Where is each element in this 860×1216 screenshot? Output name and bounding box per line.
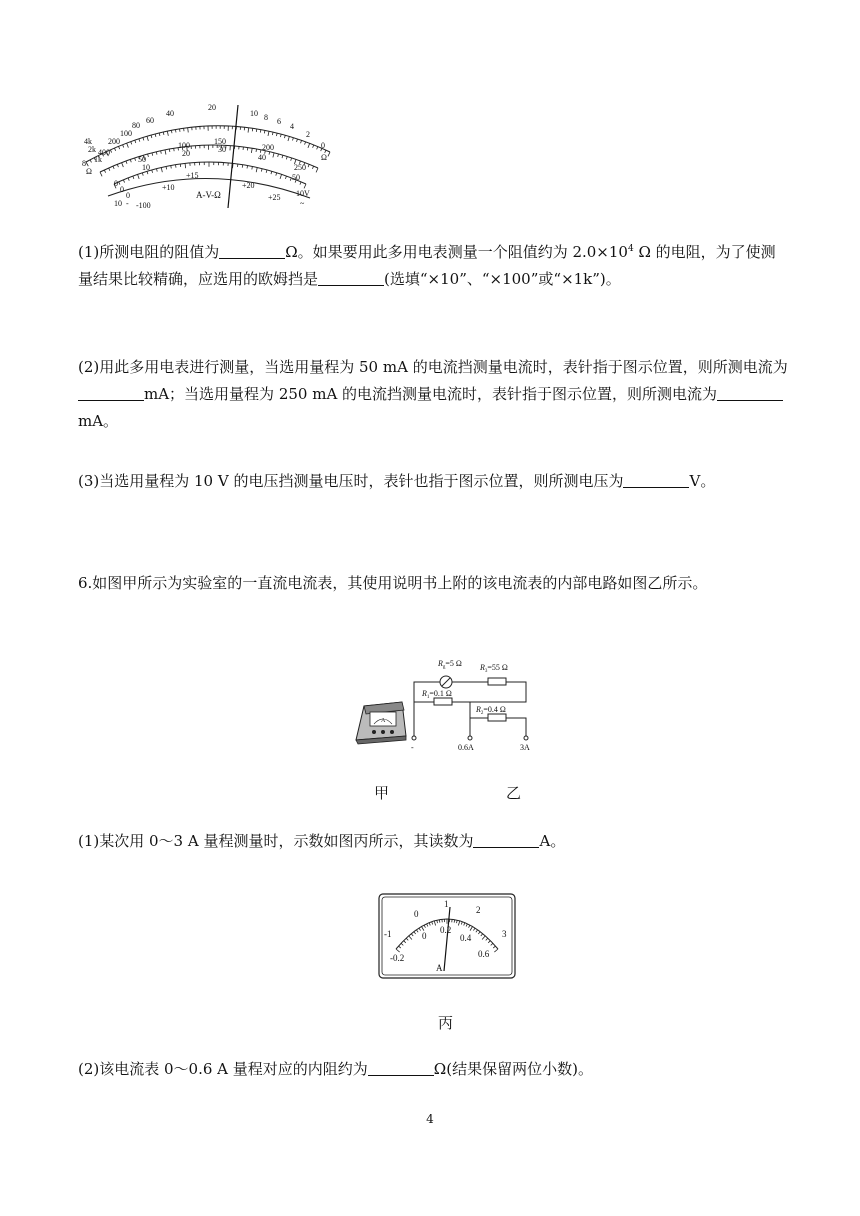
scale-tick [328, 152, 330, 156]
scale-tick [439, 920, 440, 923]
rg-symbol: R [438, 659, 443, 668]
scale-label: +15 [186, 171, 199, 180]
scale-label: 10 [114, 199, 122, 208]
r2-value: =0.4 Ω [483, 705, 506, 714]
q5-p1-text: (1)所测电阻的阻值为 [78, 243, 220, 261]
scale-tick [284, 135, 285, 138]
scale-tick [131, 142, 132, 145]
scale-tick [155, 134, 156, 137]
scale-tick [165, 150, 166, 155]
bottom-scale-label: 0 [422, 931, 427, 941]
q6-part2 [78, 1056, 790, 1083]
scale-tick [282, 155, 283, 158]
scale-tick [266, 170, 267, 173]
scale-tick [169, 149, 170, 152]
scale-tick [171, 130, 172, 133]
bottom-scale-label: 0.6 [478, 949, 490, 959]
q5-p3-text: (3)当选用量程为 10 V 的电压挡测量电压时，表针也指于图示位置，则所测电压为 [78, 472, 624, 490]
scale-tick [139, 139, 140, 142]
ammeter-circuit-figure [408, 656, 540, 752]
scale-tick [156, 152, 157, 155]
top-scale-label: 0 [414, 909, 419, 919]
caption-bing: 丙 [438, 1014, 454, 1032]
answer-blank[interactable] [318, 271, 384, 286]
scale-tick [291, 158, 292, 161]
r2-subscript: 2 [480, 711, 484, 716]
answer-blank[interactable] [219, 244, 285, 259]
scale-tick [276, 133, 277, 136]
scale-tick [317, 147, 318, 150]
r3-symbol: R [480, 663, 485, 672]
q6-intro: 6.如图甲所示为实验室的一直流电流表，其使用说明书上附的该电流表的内部电路如图乙所示。 [78, 574, 708, 592]
scale-tick [256, 149, 257, 152]
scale-tick [288, 136, 289, 141]
scale-tick [280, 174, 282, 179]
ohm-label: 40 [166, 109, 174, 118]
ohm-label: 2 [306, 130, 310, 139]
q6-p2-text: Ω(结果保留两位小数)。 [433, 1060, 593, 1078]
scale-tick [113, 166, 114, 169]
q5-p1-text: (选填“×10”、“×100”或“×1k”)。 [384, 270, 621, 288]
ohm-label: 0 [321, 141, 325, 150]
r3-subscript: 3 [484, 669, 488, 674]
scale-tick [305, 142, 306, 145]
scale-tick [247, 166, 248, 169]
ohm-label: 100 [120, 129, 132, 138]
scale-tick [152, 153, 153, 156]
scale-tick [278, 154, 279, 157]
answer-blank[interactable] [717, 386, 783, 401]
scale-tick [123, 145, 124, 148]
scale-tick [268, 131, 269, 136]
scale-label: 0 [120, 185, 124, 194]
ohm-symbol: Ω [321, 153, 327, 162]
dc-symbol: - [126, 199, 129, 208]
scale-label: 20 [182, 149, 190, 158]
scale-tick [117, 164, 118, 167]
q6-p1-text: A。 [539, 832, 566, 850]
ohm-label: 4 [290, 122, 294, 131]
scale-label: 100 [178, 141, 190, 150]
rg-value: =5 Ω [445, 659, 462, 668]
scale-tick [171, 166, 172, 169]
q5-p3-text: V。 [689, 472, 716, 490]
scale-label: 10V [296, 189, 310, 198]
r1-value: =0.1 Ω [429, 689, 452, 698]
scale-tick [280, 134, 281, 137]
scale-tick [119, 146, 120, 149]
scale-label: -100 [136, 201, 151, 210]
ohm-label: 10 [250, 109, 258, 118]
scale-tick [185, 163, 186, 168]
rg-subscript: g [442, 665, 446, 670]
scale-tick [142, 173, 143, 176]
ohm-label: 200 [108, 137, 120, 146]
scale-label: +20 [242, 181, 255, 190]
exponent: 4 [627, 244, 634, 254]
scale-tick [292, 138, 293, 141]
answer-blank[interactable] [623, 473, 689, 488]
q6-p1-text: (1)某次用 0～3 A 量程测量时，示数如图丙所示，其读数为 [78, 832, 474, 850]
ohm-label: 2k [88, 145, 96, 154]
scale-label: 0 [126, 191, 130, 200]
top-scale-label: 1 [444, 899, 449, 909]
q5-p2-text: (2)用此多用电表进行测量，当选用量程为 50 mA 的电流挡测量电流时，表针指于图示位置，则所测电流为 [78, 358, 788, 376]
answer-blank[interactable] [78, 386, 144, 401]
r3-value: =55 Ω [487, 663, 508, 672]
ohm-symbol: Ω [86, 167, 92, 176]
scale-tick [285, 176, 286, 179]
scale-tick [308, 164, 309, 167]
svg-text:R3=55 Ω [479, 663, 508, 674]
scale-tick [135, 140, 136, 143]
scale-label: 150 [214, 137, 226, 146]
scale-tick [167, 131, 168, 136]
scale-tick [312, 166, 313, 169]
scale-label: +25 [268, 193, 281, 202]
q6-part1 [78, 828, 790, 855]
ammeter-device-figure [352, 696, 410, 746]
scale-label: 0 [114, 179, 118, 188]
scale-tick [260, 130, 261, 133]
scale-tick [313, 145, 314, 148]
ammeter-unit: A [436, 963, 443, 973]
scale-tick [300, 182, 301, 185]
scale-tick [316, 168, 318, 172]
ohm-label: 8 [82, 159, 86, 168]
ohm-label: 1k [94, 155, 102, 164]
scale-tick [308, 143, 310, 147]
scale-tick [138, 174, 140, 179]
caption-yi: 乙 [506, 784, 522, 802]
ohm-label: 80 [132, 121, 140, 130]
scale-tick [109, 168, 110, 171]
scale-tick [148, 154, 149, 157]
scale-tick [114, 148, 115, 151]
scale-tick [301, 140, 302, 143]
r1-subscript: 1 [426, 695, 430, 700]
scale-tick [133, 176, 134, 179]
r2-symbol: R [476, 705, 481, 714]
scale-label: 50 [292, 173, 300, 182]
scale-tick [152, 170, 153, 173]
scale-tick [273, 153, 274, 158]
meter-needle [228, 105, 238, 208]
scale-tick [127, 143, 129, 147]
scale-tick [161, 168, 162, 173]
bottom-scale-label: 0.4 [460, 933, 472, 943]
scale-tick [163, 132, 164, 135]
terminal-0-6a: 0.6A [458, 743, 474, 752]
scale-label: +10 [162, 183, 175, 192]
page-number: 4 [426, 1112, 434, 1126]
scale-tick [143, 137, 144, 140]
scale-label: 30 [218, 145, 226, 154]
scale-tick [251, 148, 252, 153]
answer-blank[interactable] [473, 833, 539, 848]
scale-label: 50 [138, 155, 146, 164]
scale-tick [261, 169, 262, 172]
scale-label: 200 [262, 143, 274, 152]
scale-tick [276, 173, 277, 176]
terminal-minus: - [411, 743, 414, 752]
scale-tick [86, 162, 88, 166]
scale-tick [175, 130, 176, 133]
ohm-label: 8 [264, 113, 268, 122]
scale-tick [161, 151, 162, 154]
top-scale-label: -1 [384, 929, 392, 939]
q5-part2 [78, 354, 790, 435]
scale-tick [297, 139, 298, 142]
device-meter-letter: A [381, 718, 386, 724]
caption-jia: 甲 [374, 784, 390, 802]
scale-tick [286, 157, 287, 160]
bottom-scale-label: 0.2 [440, 925, 452, 935]
scale-tick [248, 128, 249, 133]
q5-part1 [78, 239, 790, 293]
ac-symbol: ~ [300, 199, 305, 208]
svg-text:Rg=5 Ω [437, 659, 462, 670]
scale-tick [166, 166, 167, 169]
scale-tick [147, 136, 148, 141]
ohm-label: 4k [84, 137, 92, 146]
answer-blank[interactable] [368, 1061, 434, 1076]
q5-p2-text: mA；当选用量程为 250 mA 的电流挡测量电流时，表针指于图示位置，则所测电流为 [144, 385, 718, 403]
ammeter-reading-figure [378, 893, 516, 979]
scale-tick [454, 920, 455, 923]
scale-tick [272, 132, 273, 135]
q5-p2-text: mA。 [78, 412, 119, 430]
scale-tick [110, 150, 111, 153]
scale-tick [151, 135, 152, 138]
r1-symbol: R [422, 689, 427, 698]
scale-tick [122, 163, 124, 167]
scale-tick [159, 133, 160, 136]
top-scale-label: 3 [502, 929, 507, 939]
scale-label: A-V-Ω [196, 190, 221, 200]
scale-label: 250 [294, 163, 306, 172]
multimeter-scale-figure [78, 100, 340, 212]
ohm-label: 6 [277, 117, 281, 126]
terminal-3a: 3A [520, 743, 530, 752]
scale-label: 10 [142, 163, 150, 172]
q5-p1-text: Ω 的电阻，为了使测量结果比较精确，应选用的欧姆挡是 [78, 243, 776, 288]
ohm-label: 20 [208, 103, 216, 112]
scale-tick [157, 169, 158, 172]
q5-part3 [78, 468, 790, 495]
scale-tick [104, 170, 105, 173]
scale-tick [271, 171, 272, 174]
scale-tick [252, 166, 253, 169]
scale-tick [126, 161, 127, 164]
scale-tick [130, 159, 131, 162]
ohm-label: 60 [146, 116, 154, 125]
scale-label: 40 [258, 153, 266, 162]
top-scale-label: 2 [476, 905, 481, 915]
scale-tick [135, 158, 136, 161]
scale-tick [269, 152, 270, 155]
scale-tick [304, 184, 306, 188]
q6-p2-text: (2)该电流表 0～0.6 A 量程对应的内阻约为 [78, 1060, 368, 1078]
scale-tick [264, 130, 265, 133]
scale-tick [256, 168, 257, 173]
scale-tick [128, 178, 129, 181]
scale-tick [188, 128, 189, 133]
scale-tick [90, 160, 91, 163]
ohm-label: 400 [98, 148, 110, 157]
scale-tick [100, 172, 102, 176]
q5-p1-text: Ω。如果要用此多用电表测量一个阻值约为 2.0×10 [285, 243, 628, 261]
scale-tick [123, 180, 124, 183]
bottom-scale-label: -0.2 [390, 953, 405, 963]
